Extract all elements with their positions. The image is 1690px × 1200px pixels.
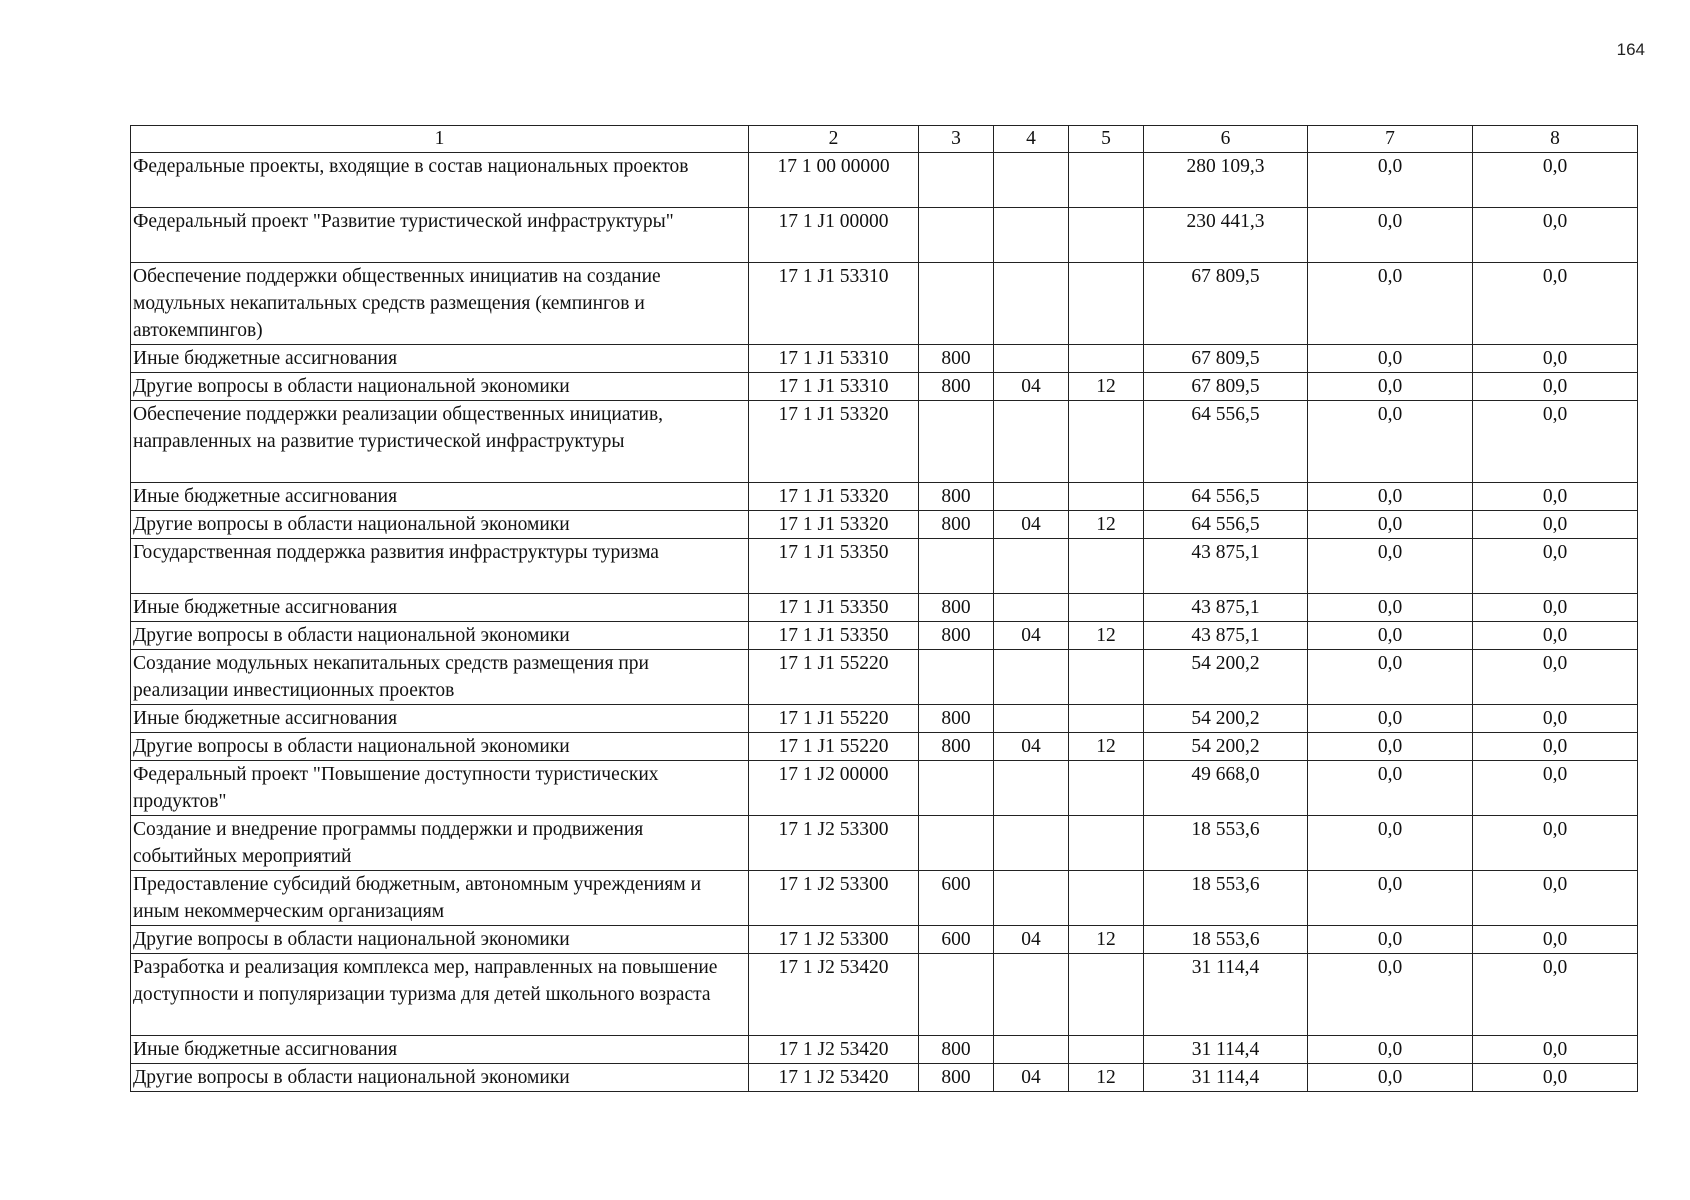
cell-col4: 04: [994, 511, 1069, 539]
cell-code: 17 1 J1 53320: [749, 483, 919, 511]
cell-name: Федеральный проект "Повышение доступности туристических продуктов": [131, 761, 749, 816]
cell-code: 17 1 J1 53350: [749, 594, 919, 622]
cell-col6: 67 809,5: [1144, 263, 1308, 345]
cell-col3: 600: [919, 926, 994, 954]
cell-col7: 0,0: [1308, 153, 1473, 208]
cell-col8: 0,0: [1473, 208, 1638, 263]
cell-col4: [994, 483, 1069, 511]
table-row: [131, 511, 1638, 539]
cell-col8: 0,0: [1473, 401, 1638, 483]
table-row: [131, 345, 1638, 373]
cell-name: Обеспечение поддержки реализации общественных инициатив, направленных на развитие туристической инфраструктуры: [131, 401, 749, 483]
cell-col3: 800: [919, 1064, 994, 1092]
cell-col8: 0,0: [1473, 263, 1638, 345]
cell-col6: 43 875,1: [1144, 539, 1308, 594]
table-row: [131, 153, 1638, 208]
cell-col4: 04: [994, 373, 1069, 401]
cell-col8: 0,0: [1473, 1036, 1638, 1064]
cell-col6: 31 114,4: [1144, 954, 1308, 1036]
cell-name: Федеральный проект "Развитие туристической инфраструктуры": [131, 208, 749, 263]
cell-col5: 12: [1069, 511, 1144, 539]
cell-col4: [994, 539, 1069, 594]
cell-col7: 0,0: [1308, 208, 1473, 263]
cell-col4: 04: [994, 733, 1069, 761]
cell-col8: 0,0: [1473, 954, 1638, 1036]
cell-col6: 43 875,1: [1144, 622, 1308, 650]
cell-col4: [994, 871, 1069, 926]
cell-col5: [1069, 483, 1144, 511]
cell-col3: 800: [919, 345, 994, 373]
cell-name: Другие вопросы в области национальной экономики: [131, 926, 749, 954]
cell-col5: [1069, 594, 1144, 622]
cell-col6: 67 809,5: [1144, 373, 1308, 401]
cell-col3: [919, 401, 994, 483]
cell-col5: [1069, 954, 1144, 1036]
cell-col5: [1069, 761, 1144, 816]
table-row: [131, 761, 1638, 816]
cell-name: Создание и внедрение программы поддержки и продвижения событийных мероприятий: [131, 816, 749, 871]
column-header-6: 6: [1144, 126, 1308, 153]
cell-col4: [994, 345, 1069, 373]
cell-code: 17 1 J1 55220: [749, 705, 919, 733]
cell-col4: 04: [994, 926, 1069, 954]
table-row: [131, 1036, 1638, 1064]
cell-col8: 0,0: [1473, 871, 1638, 926]
cell-code: 17 1 J2 53420: [749, 954, 919, 1036]
table-row: [131, 1064, 1638, 1092]
cell-col3: 800: [919, 594, 994, 622]
cell-col7: 0,0: [1308, 511, 1473, 539]
cell-col4: 04: [994, 622, 1069, 650]
cell-col5: 12: [1069, 1064, 1144, 1092]
cell-col6: 31 114,4: [1144, 1064, 1308, 1092]
cell-name: Федеральные проекты, входящие в состав национальных проектов: [131, 153, 749, 208]
cell-col5: 12: [1069, 373, 1144, 401]
table-row: [131, 871, 1638, 926]
cell-col7: 0,0: [1308, 650, 1473, 705]
cell-col8: 0,0: [1473, 594, 1638, 622]
cell-col4: [994, 401, 1069, 483]
cell-col6: 54 200,2: [1144, 705, 1308, 733]
table-row: [131, 926, 1638, 954]
budget-table: [130, 125, 1638, 1092]
cell-col8: 0,0: [1473, 483, 1638, 511]
cell-code: 17 1 J2 53420: [749, 1036, 919, 1064]
cell-col6: 64 556,5: [1144, 511, 1308, 539]
cell-col6: 64 556,5: [1144, 401, 1308, 483]
cell-col5: [1069, 153, 1144, 208]
cell-col8: 0,0: [1473, 761, 1638, 816]
cell-code: 17 1 J2 53420: [749, 1064, 919, 1092]
cell-col6: 230 441,3: [1144, 208, 1308, 263]
cell-name: Другие вопросы в области национальной экономики: [131, 373, 749, 401]
cell-code: 17 1 J1 53310: [749, 373, 919, 401]
cell-col5: [1069, 208, 1144, 263]
cell-name: Другие вопросы в области национальной экономики: [131, 1064, 749, 1092]
cell-col3: [919, 263, 994, 345]
cell-col8: 0,0: [1473, 1064, 1638, 1092]
cell-col5: [1069, 345, 1144, 373]
cell-col3: [919, 761, 994, 816]
cell-col8: 0,0: [1473, 733, 1638, 761]
cell-col3: 800: [919, 733, 994, 761]
table-row: [131, 733, 1638, 761]
cell-col7: 0,0: [1308, 373, 1473, 401]
cell-col7: 0,0: [1308, 871, 1473, 926]
cell-col3: [919, 539, 994, 594]
cell-col5: [1069, 705, 1144, 733]
cell-code: 17 1 J2 00000: [749, 761, 919, 816]
cell-col4: [994, 1036, 1069, 1064]
cell-code: 17 1 J1 53310: [749, 345, 919, 373]
cell-name: Обеспечение поддержки общественных инициатив на создание модульных некапитальных средств размещения (кемпингов и автокемпингов): [131, 263, 749, 345]
cell-col7: 0,0: [1308, 483, 1473, 511]
cell-col3: 800: [919, 483, 994, 511]
cell-code: 17 1 J1 55220: [749, 733, 919, 761]
cell-col4: [994, 705, 1069, 733]
cell-col5: 12: [1069, 622, 1144, 650]
cell-col4: [994, 153, 1069, 208]
cell-col4: [994, 761, 1069, 816]
table-row: [131, 594, 1638, 622]
cell-code: 17 1 J2 53300: [749, 926, 919, 954]
cell-col7: 0,0: [1308, 401, 1473, 483]
column-header-2: 2: [749, 126, 919, 153]
cell-code: 17 1 J1 53320: [749, 511, 919, 539]
cell-col5: [1069, 401, 1144, 483]
cell-col8: 0,0: [1473, 650, 1638, 705]
cell-code: 17 1 J1 53320: [749, 401, 919, 483]
cell-col6: 18 553,6: [1144, 871, 1308, 926]
cell-code: 17 1 J2 53300: [749, 816, 919, 871]
cell-col7: 0,0: [1308, 705, 1473, 733]
cell-col7: 0,0: [1308, 345, 1473, 373]
table-body: [131, 153, 1638, 1092]
table-row: [131, 208, 1638, 263]
page-number: 164: [1616, 40, 1645, 59]
column-header-1: 1: [131, 126, 749, 153]
cell-col8: 0,0: [1473, 539, 1638, 594]
cell-col7: 0,0: [1308, 1064, 1473, 1092]
cell-col7: 0,0: [1308, 761, 1473, 816]
table-row: [131, 622, 1638, 650]
cell-col3: 800: [919, 511, 994, 539]
cell-col6: 18 553,6: [1144, 816, 1308, 871]
cell-col4: [994, 816, 1069, 871]
cell-col4: [994, 650, 1069, 705]
column-header-8: 8: [1473, 126, 1638, 153]
cell-col7: 0,0: [1308, 926, 1473, 954]
cell-col8: 0,0: [1473, 153, 1638, 208]
cell-col3: 800: [919, 373, 994, 401]
cell-col8: 0,0: [1473, 345, 1638, 373]
cell-col7: 0,0: [1308, 539, 1473, 594]
cell-code: 17 1 J1 53310: [749, 263, 919, 345]
table-row: [131, 373, 1638, 401]
cell-name: Другие вопросы в области национальной экономики: [131, 511, 749, 539]
cell-col8: 0,0: [1473, 705, 1638, 733]
cell-col5: 12: [1069, 733, 1144, 761]
table-row: [131, 650, 1638, 705]
table-row: [131, 483, 1638, 511]
table-row: [131, 705, 1638, 733]
table-row: [131, 263, 1638, 345]
cell-col3: [919, 816, 994, 871]
cell-col6: 43 875,1: [1144, 594, 1308, 622]
cell-name: Государственная поддержка развития инфраструктуры туризма: [131, 539, 749, 594]
column-header-5: 5: [1069, 126, 1144, 153]
column-header-3: 3: [919, 126, 994, 153]
cell-col3: [919, 650, 994, 705]
cell-col3: 600: [919, 871, 994, 926]
cell-col8: 0,0: [1473, 622, 1638, 650]
cell-name: Другие вопросы в области национальной экономики: [131, 733, 749, 761]
cell-col6: 18 553,6: [1144, 926, 1308, 954]
cell-name: Разработка и реализация комплекса мер, направленных на повышение доступности и популяризации туризма для детей школьного возраста: [131, 954, 749, 1036]
cell-name: Другие вопросы в области национальной экономики: [131, 622, 749, 650]
column-header-4: 4: [994, 126, 1069, 153]
cell-col5: 12: [1069, 926, 1144, 954]
cell-col4: 04: [994, 1064, 1069, 1092]
cell-col3: [919, 153, 994, 208]
cell-name: Иные бюджетные ассигнования: [131, 1036, 749, 1064]
cell-col4: [994, 594, 1069, 622]
cell-col3: [919, 208, 994, 263]
cell-col5: [1069, 1036, 1144, 1064]
cell-col7: 0,0: [1308, 1036, 1473, 1064]
table-row: [131, 401, 1638, 483]
cell-name: Иные бюджетные ассигнования: [131, 483, 749, 511]
cell-col7: 0,0: [1308, 816, 1473, 871]
cell-col5: [1069, 816, 1144, 871]
cell-col3: 800: [919, 1036, 994, 1064]
cell-code: 17 1 J1 53350: [749, 622, 919, 650]
cell-col8: 0,0: [1473, 373, 1638, 401]
table-row: [131, 816, 1638, 871]
column-header-7: 7: [1308, 126, 1473, 153]
cell-col5: [1069, 871, 1144, 926]
cell-col7: 0,0: [1308, 622, 1473, 650]
cell-name: Иные бюджетные ассигнования: [131, 594, 749, 622]
cell-name: Предоставление субсидий бюджетным, автономным учреждениям и иным некоммерческим организациям: [131, 871, 749, 926]
cell-name: Создание модульных некапитальных средств размещения при реализации инвестиционных проектов: [131, 650, 749, 705]
cell-col6: 54 200,2: [1144, 733, 1308, 761]
cell-col3: [919, 954, 994, 1036]
cell-col4: [994, 954, 1069, 1036]
cell-col6: 31 114,4: [1144, 1036, 1308, 1064]
cell-code: 17 1 J2 53300: [749, 871, 919, 926]
cell-col6: 49 668,0: [1144, 761, 1308, 816]
cell-col7: 0,0: [1308, 263, 1473, 345]
cell-code: 17 1 J1 55220: [749, 650, 919, 705]
cell-col7: 0,0: [1308, 954, 1473, 1036]
cell-col7: 0,0: [1308, 594, 1473, 622]
cell-col8: 0,0: [1473, 816, 1638, 871]
cell-col6: 67 809,5: [1144, 345, 1308, 373]
table-row: [131, 539, 1638, 594]
cell-col8: 0,0: [1473, 511, 1638, 539]
cell-code: 17 1 00 00000: [749, 153, 919, 208]
cell-col7: 0,0: [1308, 733, 1473, 761]
cell-col3: 800: [919, 622, 994, 650]
table-row: [131, 954, 1638, 1036]
cell-col6: 54 200,2: [1144, 650, 1308, 705]
cell-name: Иные бюджетные ассигнования: [131, 705, 749, 733]
header-row: [131, 126, 1638, 153]
cell-col6: 64 556,5: [1144, 483, 1308, 511]
cell-code: 17 1 J1 00000: [749, 208, 919, 263]
cell-col4: [994, 208, 1069, 263]
cell-col5: [1069, 539, 1144, 594]
cell-col4: [994, 263, 1069, 345]
cell-name: Иные бюджетные ассигнования: [131, 345, 749, 373]
cell-col6: 280 109,3: [1144, 153, 1308, 208]
cell-col8: 0,0: [1473, 926, 1638, 954]
cell-col5: [1069, 650, 1144, 705]
cell-code: 17 1 J1 53350: [749, 539, 919, 594]
cell-col3: 800: [919, 705, 994, 733]
cell-col5: [1069, 263, 1144, 345]
